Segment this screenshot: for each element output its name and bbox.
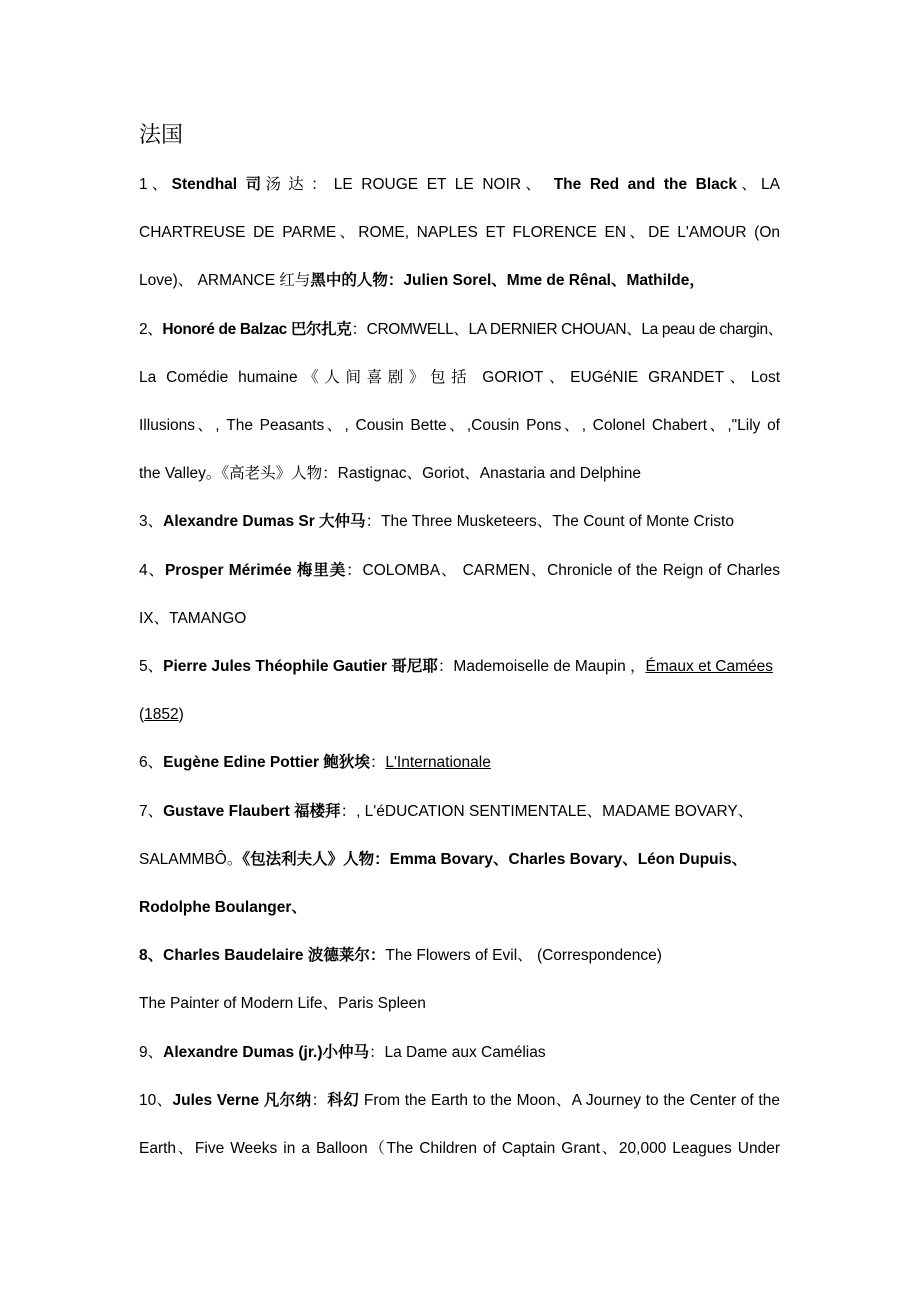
underlined-text: Émaux et Camées [645,658,774,675]
text-line [139,898,307,918]
text-line [139,416,780,436]
text-run: ：Mademoiselle de Maupin ， [437,658,646,675]
text-line [139,320,783,340]
text-run: Illusions、, The Peasants、, Cousin Bette、,Cousin Pons、, Colonel Chabert、,"Lily of [139,417,780,434]
text-run: Earth、Five Weeks in a Balloon（The Children of Captain Grant、20,000 Leagues Under [139,1140,780,1157]
text-run: The Painter of Modern Life、Paris Spleen [139,995,426,1012]
text-line [139,657,773,677]
text-run: 10、 [139,1092,173,1109]
text-line [139,946,662,966]
text-run: IX、TAMANGO [139,610,247,627]
bold-text: Alexandre Dumas (jr.)小仲马 [163,1044,369,1061]
text-line [139,271,705,291]
text-run: 汤达： [265,176,334,193]
text-run: Love)、 ARMANCE 红与 [139,272,311,289]
text-run: 6、 [139,754,164,771]
text-line [139,175,780,195]
underlined-text: 1852 [144,706,179,723]
text-line [139,802,753,822]
text-line [139,705,184,725]
text-run: ( [139,706,145,723]
bold-text: Prosper Mérimée 梅里美 [164,562,347,579]
text-run: 2、 [139,321,163,338]
bold-text: 《包法利夫人》人物：Emma Bovary、Charles Bovary、Léon Dupuis、 [242,851,748,868]
bold-text: 8、Charles Baudelaire 波德莱尔： [139,947,386,964]
text-line [139,753,491,773]
text-line [139,1139,780,1159]
text-run: ： [369,754,386,771]
text-line [139,223,780,243]
bold-text: Pierre Jules Théophile Gautier 哥尼耶 [163,658,438,675]
text-run: La Comédie humaine《人间喜剧》包括 GORIOT、EUGéNIE GRANDET、Lost [139,369,780,386]
underlined-text: L'Internationale [385,754,491,771]
text-run: 、LA [737,176,780,193]
page-heading: 法国 [139,122,184,147]
text-run: CHARTREUSE DE PARME、ROME, NAPLES ET FLORENCE EN、DE L'AMOUR (On [139,224,780,241]
text-line [139,368,780,388]
text-line [139,994,426,1014]
text-line [139,464,641,484]
text-run: The Flowers of Evil、 (Correspondence) [385,947,662,964]
bold-text: Gustave Flaubert 福楼拜 [163,803,341,820]
bold-text: 黑中的人物：Julien Sorel、Mme de Rênal、Mathilde， [310,272,705,289]
bold-text: 科幻 [327,1092,360,1109]
text-run: 9、 [139,1044,164,1061]
bold-text: Rodolphe Boulanger、 [139,899,307,916]
text-run: ：La Dame aux Camélias [369,1044,546,1061]
text-run: 5、 [139,658,164,675]
text-run: 1、 [139,176,172,193]
bold-text: Alexandre Dumas Sr 大仲马 [163,513,366,530]
text-run: ： [311,1092,328,1109]
bold-text: Honoré de Balzac 巴尔扎克 [162,321,352,338]
text-run: ：The Three Musketeers、The Count of Monte Cristo [365,513,734,530]
text-run: LE ROUGE ET LE NOIR、 [333,176,554,193]
bold-text: Eugène Edine Pottier 鲍狄埃 [163,754,370,771]
text-run: ) [178,706,184,723]
text-run: 7、 [139,803,164,820]
text-run: ：CROMWELL、LA DERNIER CHOUAN、La peau de chargin、 [351,321,783,338]
text-line [139,561,780,581]
text-line [139,850,747,870]
text-line [139,1091,780,1111]
text-run: 3、 [139,513,164,530]
text-run: ：COLOMBA、 CARMEN、Chronicle of the Reign of Charles [346,562,780,579]
bold-text: The Red and the Black [553,176,737,193]
text-run: From the Earth to the Moon、A Journey to the Center of the [359,1092,780,1109]
text-line [139,609,246,629]
text-run: SALAMMBÔ。 [139,851,243,868]
text-line [139,1043,546,1063]
bold-text: Jules Verne 凡尔纳 [172,1092,312,1109]
bold-text: Stendhal 司 [171,176,266,193]
text-run: the Valley。《高老头》人物：Rastignac、Goriot、Anastaria and Delphine [139,465,641,482]
text-run: 4、 [139,562,165,579]
text-run: ：, L'éDUCATION SENTIMENTALE、MADAME BOVARY、 [340,803,754,820]
text-line [139,512,734,532]
